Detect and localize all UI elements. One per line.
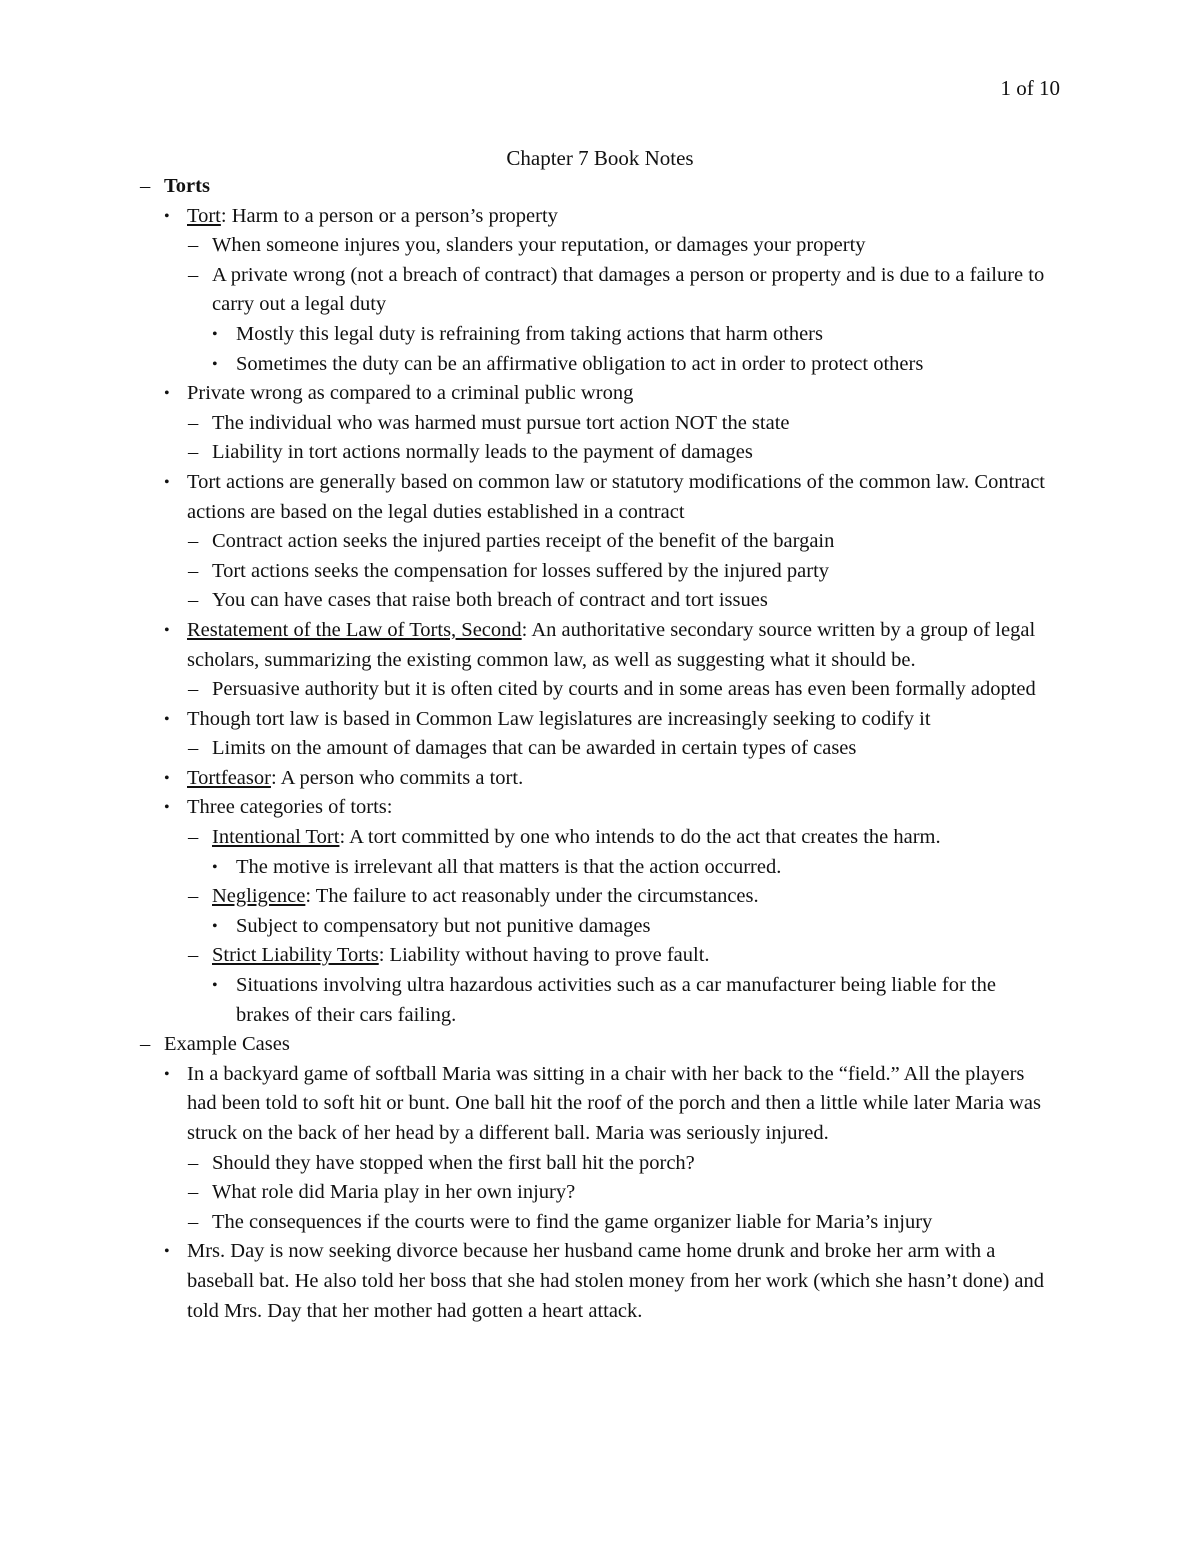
list-item [0, 1208, 1200, 1238]
page-number: 1 of 10 [1000, 76, 1060, 100]
dash-bullet: – [188, 263, 199, 286]
list-item [0, 438, 1200, 468]
dash-bullet: – [188, 1210, 199, 1233]
dot-bullet: • [212, 917, 218, 935]
list-item [0, 616, 1200, 675]
definition-restatement: : An authoritative secondary source written by a group of legal scholars, summarizing the existing common law, as well as suggesting what it should be. [187, 618, 1036, 671]
list-item [0, 912, 1200, 942]
list-item [0, 882, 1200, 912]
dot-bullet: • [212, 355, 218, 373]
list-item-text: Though tort law is based in Common Law legislatures are increasingly seeking to codify it [187, 707, 931, 730]
list-item-text: Mrs. Day is now seeking divorce because her husband came home drunk and broke her arm with a baseball bat. He also told her boss that she had stolen money from her work (which she hasn’t done) and told Mrs. Day that her mother had gotten a heart attack. [187, 1240, 1044, 1322]
dash-bullet: – [188, 885, 199, 908]
dash-bullet: – [188, 1181, 199, 1204]
dash-bullet: – [140, 175, 151, 197]
list-item [0, 586, 1200, 616]
dash-bullet: – [188, 559, 199, 582]
list-item [0, 1149, 1200, 1179]
list-item [0, 764, 1200, 794]
dot-bullet: • [212, 325, 218, 343]
list-item-text: What role did Maria play in her own injury? [212, 1181, 576, 1204]
list-item [0, 853, 1200, 883]
list-item [0, 202, 1200, 232]
dash-bullet: – [188, 826, 199, 849]
dash-bullet: – [140, 1033, 151, 1056]
dot-bullet: • [164, 621, 170, 639]
list-item-text: Contract action seeks the injured parties receipt of the benefit of the bargain [212, 530, 835, 553]
list-item [0, 320, 1200, 350]
dash-bullet: – [188, 678, 199, 701]
term-strict-liability: Strict Liability Torts [212, 944, 379, 967]
list-item-text: Liability in tort actions normally leads to the payment of damages [212, 441, 753, 464]
dot-bullet: • [164, 710, 170, 728]
list-item [0, 1060, 1200, 1149]
list-item [0, 675, 1200, 705]
list-item [0, 261, 1200, 320]
list-item-text: You can have cases that raise both breach of contract and tort issues [212, 589, 768, 612]
definition-intentional-tort: : A tort committed by one who intends to do the act that creates the harm. [339, 826, 941, 849]
list-item-text: Subject to compensatory but not punitive damages [236, 914, 651, 937]
list-item-text: Limits on the amount of damages that can be awarded in certain types of cases [212, 737, 857, 760]
section-heading-example-cases: Example Cases [164, 1033, 290, 1056]
list-item [0, 734, 1200, 764]
list-item [0, 350, 1200, 380]
dash-bullet: – [188, 1151, 199, 1174]
definition-negligence: : The failure to act reasonably under the circumstances. [305, 885, 759, 908]
list-item [0, 1030, 1200, 1060]
section-heading-torts: Torts [164, 175, 210, 197]
list-item-text: Three categories of torts: [187, 796, 393, 819]
list-item-text: Persuasive authority but it is often cited by courts and in some areas has even been formally adopted [212, 678, 1036, 701]
list-item [0, 941, 1200, 971]
list-item-text: The individual who was harmed must pursue tort action NOT the state [212, 411, 790, 434]
dash-bullet: – [188, 530, 199, 553]
dot-bullet: • [164, 1065, 170, 1083]
term-negligence: Negligence [212, 885, 306, 908]
list-item [0, 705, 1200, 735]
definition-tortfeasor: : A person who commits a tort. [270, 766, 524, 789]
list-item [0, 409, 1200, 439]
term-tortfeasor: Tortfeasor [187, 766, 271, 789]
term-intentional-tort: Intentional Tort [212, 826, 340, 849]
list-item-text: The motive is irrelevant all that matters is that the action occurred. [236, 855, 782, 878]
list-item-text: When someone injures you, slanders your reputation, or damages your property [212, 234, 866, 257]
definition-strict-liability: : Liability without having to prove fault. [378, 944, 710, 967]
dash-bullet: – [188, 944, 199, 967]
list-item-text: The consequences if the courts were to find the game organizer liable for Maria’s injury [212, 1210, 933, 1233]
list-item [0, 557, 1200, 587]
list-item [0, 823, 1200, 853]
dash-bullet: – [188, 589, 199, 612]
list-item [0, 1237, 1200, 1326]
dot-bullet: • [164, 473, 170, 491]
list-item [0, 793, 1200, 823]
dot-bullet: • [212, 977, 218, 995]
list-item-text: Tort actions are generally based on common law or statutory modifications of the common law. Contract actions are based on the legal duties established in a contract [187, 470, 1045, 523]
list-item-text: A private wrong (not a breach of contract) that damages a person or property and is due to a failure to carry out a legal duty [212, 263, 1045, 316]
list-item-text: Situations involving ultra hazardous activities such as a car manufacturer being liable for the brakes of their cars failing. [236, 974, 996, 1026]
dot-bullet: • [164, 799, 170, 817]
page-title: Chapter 7 Book Notes [506, 146, 694, 170]
dot-bullet: • [212, 858, 218, 876]
dash-bullet: – [188, 441, 199, 464]
list-item-text: Tort actions seeks the compensation for losses suffered by the injured party [212, 559, 830, 582]
list-item-text: Sometimes the duty can be an affirmative obligation to act in order to protect others [236, 352, 924, 375]
definition-tort: : Harm to a person or a person’s property [220, 204, 558, 227]
dash-bullet: – [188, 234, 199, 257]
list-item-text: Private wrong as compared to a criminal public wrong [187, 382, 634, 405]
list-item [0, 468, 1200, 527]
notes-outline [0, 172, 1200, 1326]
list-item [0, 231, 1200, 261]
dot-bullet: • [164, 769, 170, 787]
list-item [0, 527, 1200, 557]
list-item-text: Mostly this legal duty is refraining from taking actions that harm others [236, 322, 823, 345]
list-item [0, 971, 1200, 1030]
dash-bullet: – [188, 737, 199, 760]
list-item [0, 172, 1200, 202]
dot-bullet: • [164, 207, 170, 225]
term-tort: Tort [187, 204, 221, 227]
list-item-text: In a backyard game of softball Maria was sitting in a chair with her back to the “field.” All the players had been told to soft hit or bunt. One ball hit the roof of the porch and then a little while later Maria was struck on the back of her head by a different ball. Maria was seriously injured. [187, 1062, 1041, 1144]
list-item [0, 379, 1200, 409]
term-restatement: Restatement of the Law of Torts, Second [187, 618, 522, 641]
list-item-text: Should they have stopped when the first ball hit the porch? [212, 1151, 695, 1174]
dot-bullet: • [164, 385, 170, 403]
dot-bullet: • [164, 1243, 170, 1261]
list-item [0, 1178, 1200, 1208]
dash-bullet: – [188, 411, 199, 434]
